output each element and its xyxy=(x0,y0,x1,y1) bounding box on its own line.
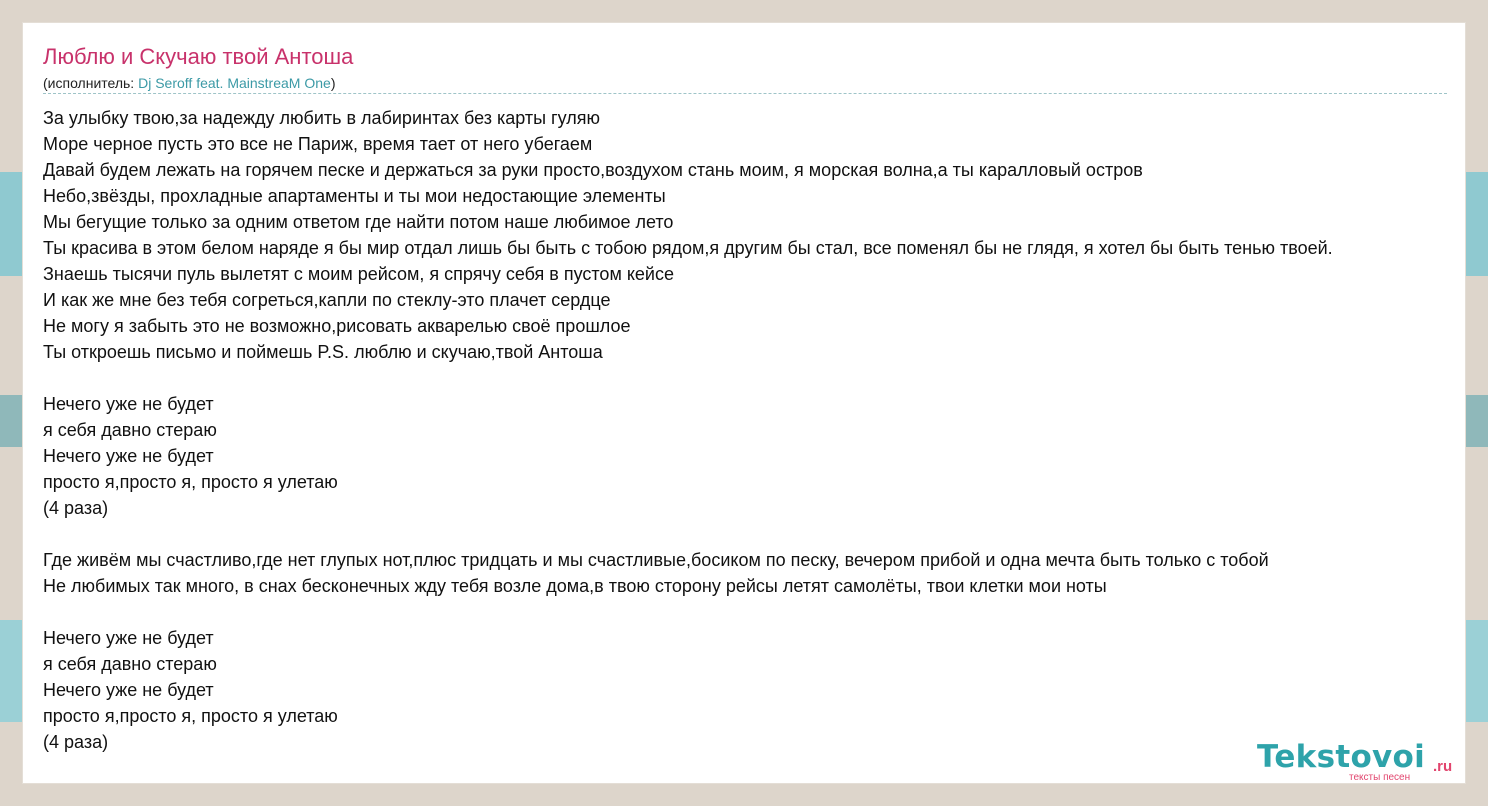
lyric-line: Нечего уже не будет xyxy=(43,680,214,700)
artist-prefix: (исполнитель: xyxy=(43,75,139,91)
lyric-line: я себя давно стераю xyxy=(43,420,217,440)
lyrics-card xyxy=(22,22,1466,784)
song-title: Люблю и Скучаю твой Антоша xyxy=(43,44,354,69)
logo-tagline: тексты песен xyxy=(1349,772,1411,783)
lyric-line: Где живём мы счастливо,где нет глупых нот,плюс тридцать и мы счастливые,босиком по песку, вечером прибой и одна мечта быть только с тобой xyxy=(43,550,1269,570)
lyric-line: Не могу я забыть это не возможно,рисовать акварелью своё прошлое xyxy=(43,316,631,336)
lyric-line: Море черное пусть это все не Париж, время тает от него убегаем xyxy=(43,134,593,154)
lyric-line: (4 раза) xyxy=(43,498,109,518)
logo-wordmark: Tekstovoi xyxy=(1257,739,1426,775)
lyric-line: Мы бегущие только за одним ответом где найти потом наше любимое лето xyxy=(43,212,674,232)
lyric-line: я себя давно стераю xyxy=(43,654,217,674)
lyric-line: (4 раза) xyxy=(43,732,109,752)
lyric-line: Не любимых так много, в снах бесконечных жду тебя возле дома,в твою сторону рейсы летят самолёты, твои клетки мои ноты xyxy=(43,576,1107,596)
lyric-line: просто я,просто я, просто я улетаю xyxy=(43,472,338,492)
artist-suffix: ) xyxy=(330,75,336,91)
lyric-line: Ты красива в этом белом наряде я бы мир отдал лишь бы быть с тобою рядом,я другим бы стал, все поменял бы не глядя, я хотел бы быть тенью твоей. xyxy=(43,238,1333,258)
lyric-line xyxy=(43,599,1333,625)
logo-domain: .ru xyxy=(1433,758,1453,775)
lyric-line: просто я,просто я, просто я улетаю xyxy=(43,706,338,726)
lyric-line: Нечего уже не будет xyxy=(43,394,214,414)
lyric-line: Небо,звёзды, прохладные апартаменты и ты мои недостающие элементы xyxy=(43,186,666,206)
lyric-line: За улыбку твою,за надежду любить в лабиринтах без карты гуляю xyxy=(43,108,600,128)
tekstovoi-logo[interactable] xyxy=(1257,739,1466,784)
lyric-line: Ты откроешь письмо и поймешь P.S. люблю и скучаю,твой Антоша xyxy=(43,342,603,362)
lyric-line: Давай будем лежать на горячем песке и держаться за руки просто,воздухом стань моим, я морская волна,а ты каралловый остров xyxy=(43,160,1143,180)
divider xyxy=(43,93,1447,94)
artist-line xyxy=(43,74,335,92)
lyric-line: Знаешь тысячи пуль вылетят с моим рейсом, я спрячу себя в пустом кейсе xyxy=(43,264,674,284)
lyric-line: Нечего уже не будет xyxy=(43,628,214,648)
artist-link[interactable]: Dj Seroff feat. MainstreaM One xyxy=(138,75,331,91)
lyric-line: Нечего уже не будет xyxy=(43,446,214,466)
lyric-line: И как же мне без тебя согреться,капли по стеклу-это плачет сердце xyxy=(43,290,611,310)
lyrics-text xyxy=(43,105,1333,755)
lyric-line xyxy=(43,521,1333,547)
lyric-line xyxy=(43,365,1333,391)
